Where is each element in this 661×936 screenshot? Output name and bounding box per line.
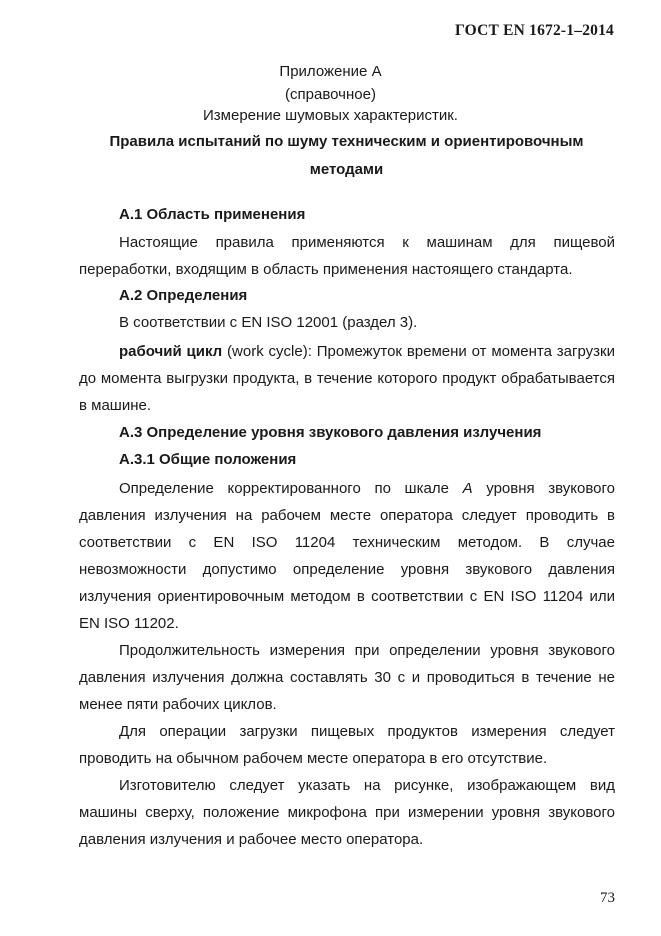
section-a1-text — [79, 229, 615, 283]
section-a3-heading: А.3 Определение уровня звукового давления излучения — [119, 424, 542, 441]
standard-code: ГОСТ EN 1672-1–2014 — [455, 22, 614, 39]
paragraph-loading — [79, 718, 615, 772]
annex-status: (справочное) — [285, 86, 376, 103]
page-number: 73 — [600, 890, 615, 906]
term-work-cycle: рабочий цикл — [119, 343, 223, 360]
p4-text: Изготовителю следует указать на рисунке, изображающем вид машины сверху, положение микрофона при измерении уровня звукового давления излучения и рабочее место оператора. — [79, 777, 615, 848]
section-a2-heading: А.2 Определения — [119, 287, 248, 304]
section-a31-heading: А.3.1 Общие положения — [119, 451, 297, 468]
section-a1-body: Настоящие правила применяются к машинам для пищевой переработки, входящим в область применения настоящего стандарта. — [79, 234, 615, 278]
definition-work-cycle — [79, 338, 615, 419]
p1-part-a: Определение корректированного по шкале — [119, 480, 463, 497]
paragraph-manufacturer — [79, 772, 615, 853]
section-a1-heading: А.1 Область применения — [119, 206, 306, 223]
rules-title: Правила испытаний по шуму техническим и ориентировочным методами — [109, 133, 584, 178]
p3-text: Для операции загрузки пищевых продуктов измерения следует проводить на обычном рабочем месте оператора в его отсутствие. — [79, 723, 615, 767]
paragraph-measurement-method — [79, 475, 615, 637]
annex-title: Приложение А — [279, 63, 382, 80]
section-a2-text: В соответствии с EN ISO 12001 (раздел 3). — [119, 314, 418, 331]
p1-italic: А — [462, 480, 473, 497]
annex-subtitle: Измерение шумовых характеристик. — [203, 107, 458, 124]
paragraph-duration — [79, 637, 615, 718]
term-work-cycle-definition: (work cycle): Промежуток времени от момента загрузки до момента выгрузки продукта, в течение которого продукт обрабатывается в машине. — [79, 343, 615, 414]
p2-text: Продолжительность измерения при определении уровня звукового давления излучения должна составлять 30 с и проводиться в течение не менее пяти рабочих циклов. — [79, 642, 615, 713]
p1-part-b: уровня звукового давления излучения на рабочем месте оператора следует проводить в соответствии с EN ISO 11204 техническим методом. В случае невозможности допустимо определение уровня звукового давления излучения ориентировочным методом в соответствии с EN ISO 11204 или EN ISO 11202. — [79, 480, 615, 632]
